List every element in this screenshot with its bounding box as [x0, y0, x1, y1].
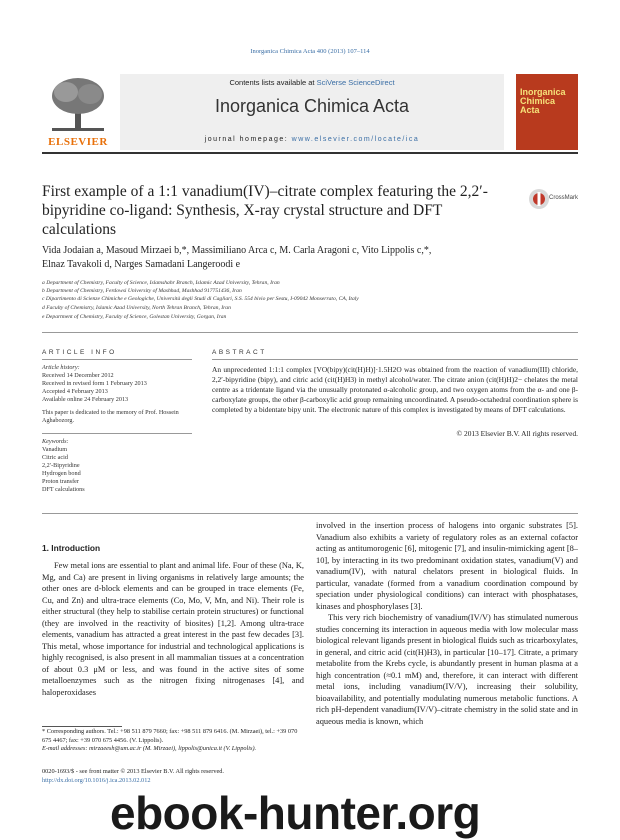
- abstract-bottom-rule: [42, 513, 578, 514]
- body-column-right: [316, 520, 578, 727]
- journal-reference[interactable]: Inorganica Chimica Acta 400 (2013) 107–114: [250, 48, 370, 55]
- article-title: First example of a 1:1 vanadium(IV)–citrate complex featuring the 2,2′-bipyridine co-ligand: Synthesis, X-ray crystal structure and DFT calculations: [42, 183, 488, 238]
- header-rule: [42, 152, 578, 154]
- journal-name: Inorganica Chimica Acta: [214, 96, 410, 116]
- keyword: Citric acid: [42, 454, 68, 461]
- footnotes: [42, 728, 304, 754]
- issn-line: 0020-1693/$ - see front matter © 2013 Elsevier B.V. All rights reserved.: [42, 768, 224, 775]
- abstract-rule: [212, 359, 578, 360]
- crossmark-label: CrossMark: [549, 195, 579, 201]
- affiliation-a: a Department of Chemistry, Faculty of Science, Islamshahr Branch, Islamic Azad University, Tehran, Iran: [42, 280, 280, 286]
- history-received: Received 14 December 2012: [42, 372, 114, 379]
- keyword: Proton transfer: [42, 478, 79, 485]
- affiliation-e: e Department of Chemistry, Faculty of Science, Golestan University, Gorgan, Iran: [42, 314, 227, 320]
- issn-doi: [42, 768, 304, 785]
- keywords-label: Keywords:: [42, 438, 69, 445]
- homepage-link[interactable]: www.elsevier.com/locate/ica: [291, 136, 420, 143]
- watermark: ebook-hunter.org: [110, 787, 481, 839]
- authors-line-1: Vida Jodaian a, Masoud Mirzaei b,*, Massimiliano Arca c, M. Carla Aragoni c, Vito Lippolis c,*,: [42, 245, 432, 256]
- contents-line: [120, 78, 504, 87]
- abstract-text: An unprecedented 1:1:1 complex [VO(bipy)(cit(H)H)]·1.5H2O was obtained from the reaction of vanadium(III) chloride, 2,2′-bipyridine (bipy), and citric acid (cit(H)H3) in methyl alcohol/water. The citrate anion (cit(H)H)2− chelates the metal centre as a tridentate ligand via the unusually protonated α-alcoholic group, and two oxygen atoms from the α- and one β-carboxylate groups, the other β-carboxylic acid group remaining uncoordinated. A pseudo-octahedral coordination sphere is completed by a bidentate bipy unit. The electronic nature of this complex is investigated by means of DFT calculations.: [212, 365, 578, 414]
- affiliation-b: b Department of Chemistry, Ferdowsi University of Mashhad, Mashhad 917751436, Iran: [42, 288, 242, 294]
- history-accepted: Accepted 4 February 2013: [42, 388, 108, 395]
- sciencedirect-link[interactable]: SciVerse ScienceDirect: [316, 78, 395, 87]
- paragraph: This very rich biochemistry of vanadium(IV/V) has stimulated numerous studies concerning its interaction in aqueous media with low molecular mass biological relevant ligands present in biological fluids such as tricarboxylates, in general, and citric acid (cit(H)H3), in particular [10–17]. Citrate, a primary metabolite from the Krebs cycle, is abundantly present in human plasma at a high concentration (≈0.1 mM) and, therefore, it can interact with different metal ions, including vanadium(IV/V), increasing their solubility, bioavailability, and potentially modulating numerous metabolic functions. A rich pH-dependent vanadium(IV/V)–citrate chemistry in the solid state and in aqueous media is known, which: [316, 613, 578, 726]
- paragraph: involved in the insertion process of halogens into organic substrates [5]. Vanadium also exhibits a variety of regulatory roles as an external cofactor acting as antitumorogenic [6], mitogenic [7], and insulin-mimicking agent [8–10], by interacting in its two predominant oxidation states, vanadium(V) and vanadium(IV), with natural chelators present in biological fluids. In particular, vanadate (formed from a vanadium coordination compound by speciation under physiological conditions) can interact with phosphatases, kinases and phosphorylases [3].: [316, 521, 578, 611]
- body-column-left: [42, 560, 304, 698]
- contents-prefix: Contents lists available at: [229, 78, 317, 87]
- keyword: Vanadium: [42, 446, 68, 453]
- article-info: [42, 364, 192, 494]
- introduction-heading: 1. Introduction: [42, 543, 101, 553]
- cover-title: Inorganica Chimica Acta: [520, 87, 566, 115]
- author-list: [42, 244, 578, 272]
- history-label: Article history:: [42, 364, 80, 371]
- abstract-heading: ABSTRACT: [212, 349, 267, 356]
- history-online: Available online 24 February 2013: [42, 396, 129, 403]
- paragraph: Few metal ions are essential to plant and animal life. Four of these (Na, K, Mg, and Ca) are present in living organisms in relatively large amounts; the other ones are d-block elements and can be grouped in trace elements (Fe, Cu, and Zn) and ultra-trace elements (Co, Mo, V, Mn, and Ni). Their role is either structural (they help to stabilise certain protein structures) or functional (they are involved in the reactivity of biosites) [1,2]. Among ultra-trace elements, vanadium has attracted a great interest in the past few decades [3]. This metal, whose importance for industrial and technological applications is highly recognised, is also present in all mammalian tissues at a concentration of about 0.3 μM or less, and was found in the active sites of some metalloenzymes such as the nitrogen fixing nitrogenases [4], and haloperoxidases: [42, 561, 304, 697]
- affiliation-d: d Faculty of Chemistry, Islamic Azad University, North Tehran Branch, Tehran, Iran: [42, 305, 231, 311]
- journal-homepage: [120, 136, 504, 143]
- authors-line-2: Elnaz Tavakoli d, Narges Samadani Langeroodi e: [42, 259, 241, 270]
- crossmark-icon: [528, 188, 550, 210]
- history-revised: Received in revised form 1 February 2013: [42, 380, 147, 387]
- section-divider: [42, 332, 578, 333]
- publisher-name: ELSEVIER: [48, 136, 108, 148]
- affiliation-c: c Dipartimento di Scienze Chimiche e Geologiche, Università degli Studi di Cagliari, S.S. 554 bivio per Sestu, I-09042 Monserrato, CA, Italy: [42, 296, 359, 302]
- keyword: DFT calculations: [42, 486, 85, 493]
- keyword: 2,2′-Bipyridine: [42, 462, 80, 469]
- keywords-rule: [42, 433, 192, 434]
- footnote-rule: [42, 726, 122, 727]
- dedication: This paper is dedicated to the memory of Prof. Hossein Aghabozorg.: [42, 409, 179, 424]
- corresponding-author-note: * Corresponding authors. Tel.: +98 511 879 7660; fax: +98 511 879 6416. (M. Mirzaei), tel.: +39 070 675 4467; fax: +39 070 675 4456. (V. Lippolis).: [42, 728, 298, 744]
- abstract-copyright: © 2013 Elsevier B.V. All rights reserved.: [456, 429, 578, 438]
- article-info-heading: ARTICLE INFO: [42, 349, 117, 356]
- keyword: Hydrogen bond: [42, 470, 81, 477]
- homepage-prefix: journal homepage:: [204, 136, 292, 143]
- article-info-rule: [42, 359, 192, 360]
- email-note: E-mail addresses: mirzaeesh@um.ac.ir (M. Mirzaei), lippolis@unica.it (V. Lippolis).: [42, 745, 257, 752]
- doi-link[interactable]: http://dx.doi.org/10.1016/j.ica.2013.02.012: [42, 776, 151, 784]
